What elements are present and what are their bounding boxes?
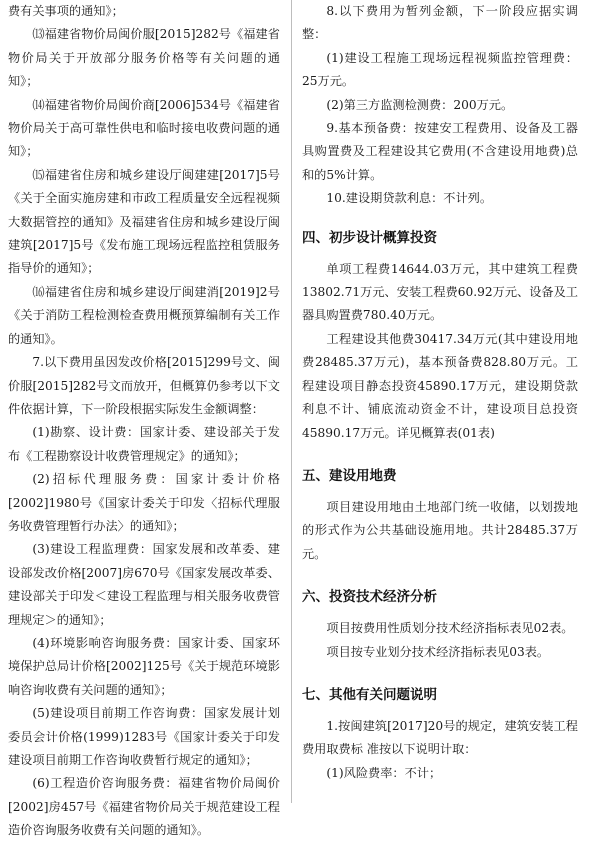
section-6-paragraph-2: 项目按专业划分技术经济指标表见03表。 <box>326 644 550 659</box>
section-4-heading: 四、初步设计概算投资 <box>302 229 437 246</box>
section-7-paragraph-1: 1.按闽建筑[2017]20号的规定，建筑安装工程费用取费标 准按以下说明计取： <box>302 718 578 757</box>
section-7-heading: 七、其他有关问题说明 <box>302 686 437 703</box>
section-5-heading: 五、建设用地费 <box>302 467 397 484</box>
right-column <box>302 0 578 785</box>
column-divider <box>291 0 292 803</box>
fee-item-2: (2)招标代理服务费：国家计委计价格[2002]1980号《国家计委关于印发〈招标代理服务收费管理暂行办法〉的通知》； <box>8 472 280 533</box>
reference-item-16: ⒃福建省住房和城乡建设厅闽建消[2019]2号《关于消防工程检测检查费用概预算编制有关工作的通知》。 <box>8 284 280 346</box>
reference-item-14: ⒁福建省物价局闽价商[2006]534号《福建省物价局关于高可靠性供电和临时接电收费问题的通知》； <box>8 97 280 159</box>
item-10: 10.建设期贷款利息：不计列。 <box>326 191 493 206</box>
reference-item-13: ⒀福建省物价局闽价服[2015]282号《福建省物价局关于开放部分服务价格等有关问题的通知》； <box>8 27 280 89</box>
fee-item-4: (4)环境影响咨询服务费：国家计委、国家环境保护总局计价格[2002]125号《关于规范环境影响咨询收费有关问题的通知》； <box>8 635 280 697</box>
section-4-paragraph-2: 工程建设其他费30417.34万元(其中建设用地费28485.37万元)，基本预备费828.80万元。工程建设项目静态投资45890.17万元，建设期贷款利息不计、铺底流动资金不计，建设项目总投资45890.17万元。详见概算表(01表) <box>302 331 578 440</box>
reference-item-15: ⒂福建省住房和城乡建设厅闽建建[2017]5号《关于全面实施房建和市政工程质量安全远程视频大数据管控的通知》及福建省住房和城乡建设厅闽建筑[2017]5号《发布施工现场远程监控租赁服务指导价的通知》； <box>8 167 280 276</box>
left-column <box>8 0 280 843</box>
section-6-paragraph-1: 项目按费用性质划分技术经济指标表见02表。 <box>326 621 574 636</box>
item-7: 7.以下费用虽因发改价格[2015]299号文、闽价服[2015]282号文而放开，但概算仍参考以下文件依据计算，下一阶段根据实际发生金额调整： <box>8 355 280 416</box>
item-8-1: (1)建设工程施工现场远程视频监控管理费：25万元。 <box>302 50 578 89</box>
item-8-2: (2)第三方监测检测费：200万元。 <box>326 97 514 112</box>
item-8: 8.以下费用为暂列金额，下一阶段应据实调整： <box>302 4 578 42</box>
fee-item-1: (1)勘察、设计费：国家计委、建设部关于发布《工程勘察设计收费管理规定》的通知》； <box>8 425 280 463</box>
section-4-paragraph-1: 单项工程费14644.03万元，其中建筑工程费13802.71万元、安装工程费60.92万元、设备及工器具购置费780.40万元。 <box>302 261 578 323</box>
fee-item-6: (6)工程造价咨询服务费：福建省物价局闽价[2002]房457号《福建省物价局关于规范建设工程造价咨询服务收费有关问题的通知》。 <box>8 776 280 838</box>
section-5-paragraph-1: 项目建设用地由土地部门统一收储，以划拨地的形式作为公共基础设施用地。共计28485.37万元。 <box>302 499 578 561</box>
fee-item-3: (3)建设工程监理费：国家发展和改革委、建设部发改价格[2007]房670号《国家发展改革委、建设部关于印发＜建设工程监理与相关服务收费管理规定＞的通知》； <box>8 542 280 627</box>
item-9: 9.基本预备费：按建安工程费用、设备及工器具购置费及工程建设其它费用(不含建设用地费)总和的5%计算。 <box>302 121 578 182</box>
section-7-paragraph-2: (1)风险费率：不计； <box>326 765 442 780</box>
section-6-heading: 六、投资技术经济分析 <box>302 589 437 606</box>
fee-item-5: (5)建设项目前期工作咨询费：国家发展计划委员会计价格(1999)1283号《国家计委关于印发建设项目前期工作咨询收费暂行规定的通知》； <box>8 706 280 767</box>
paragraph-continuation: 费有关事项的通知》； <box>8 4 124 18</box>
